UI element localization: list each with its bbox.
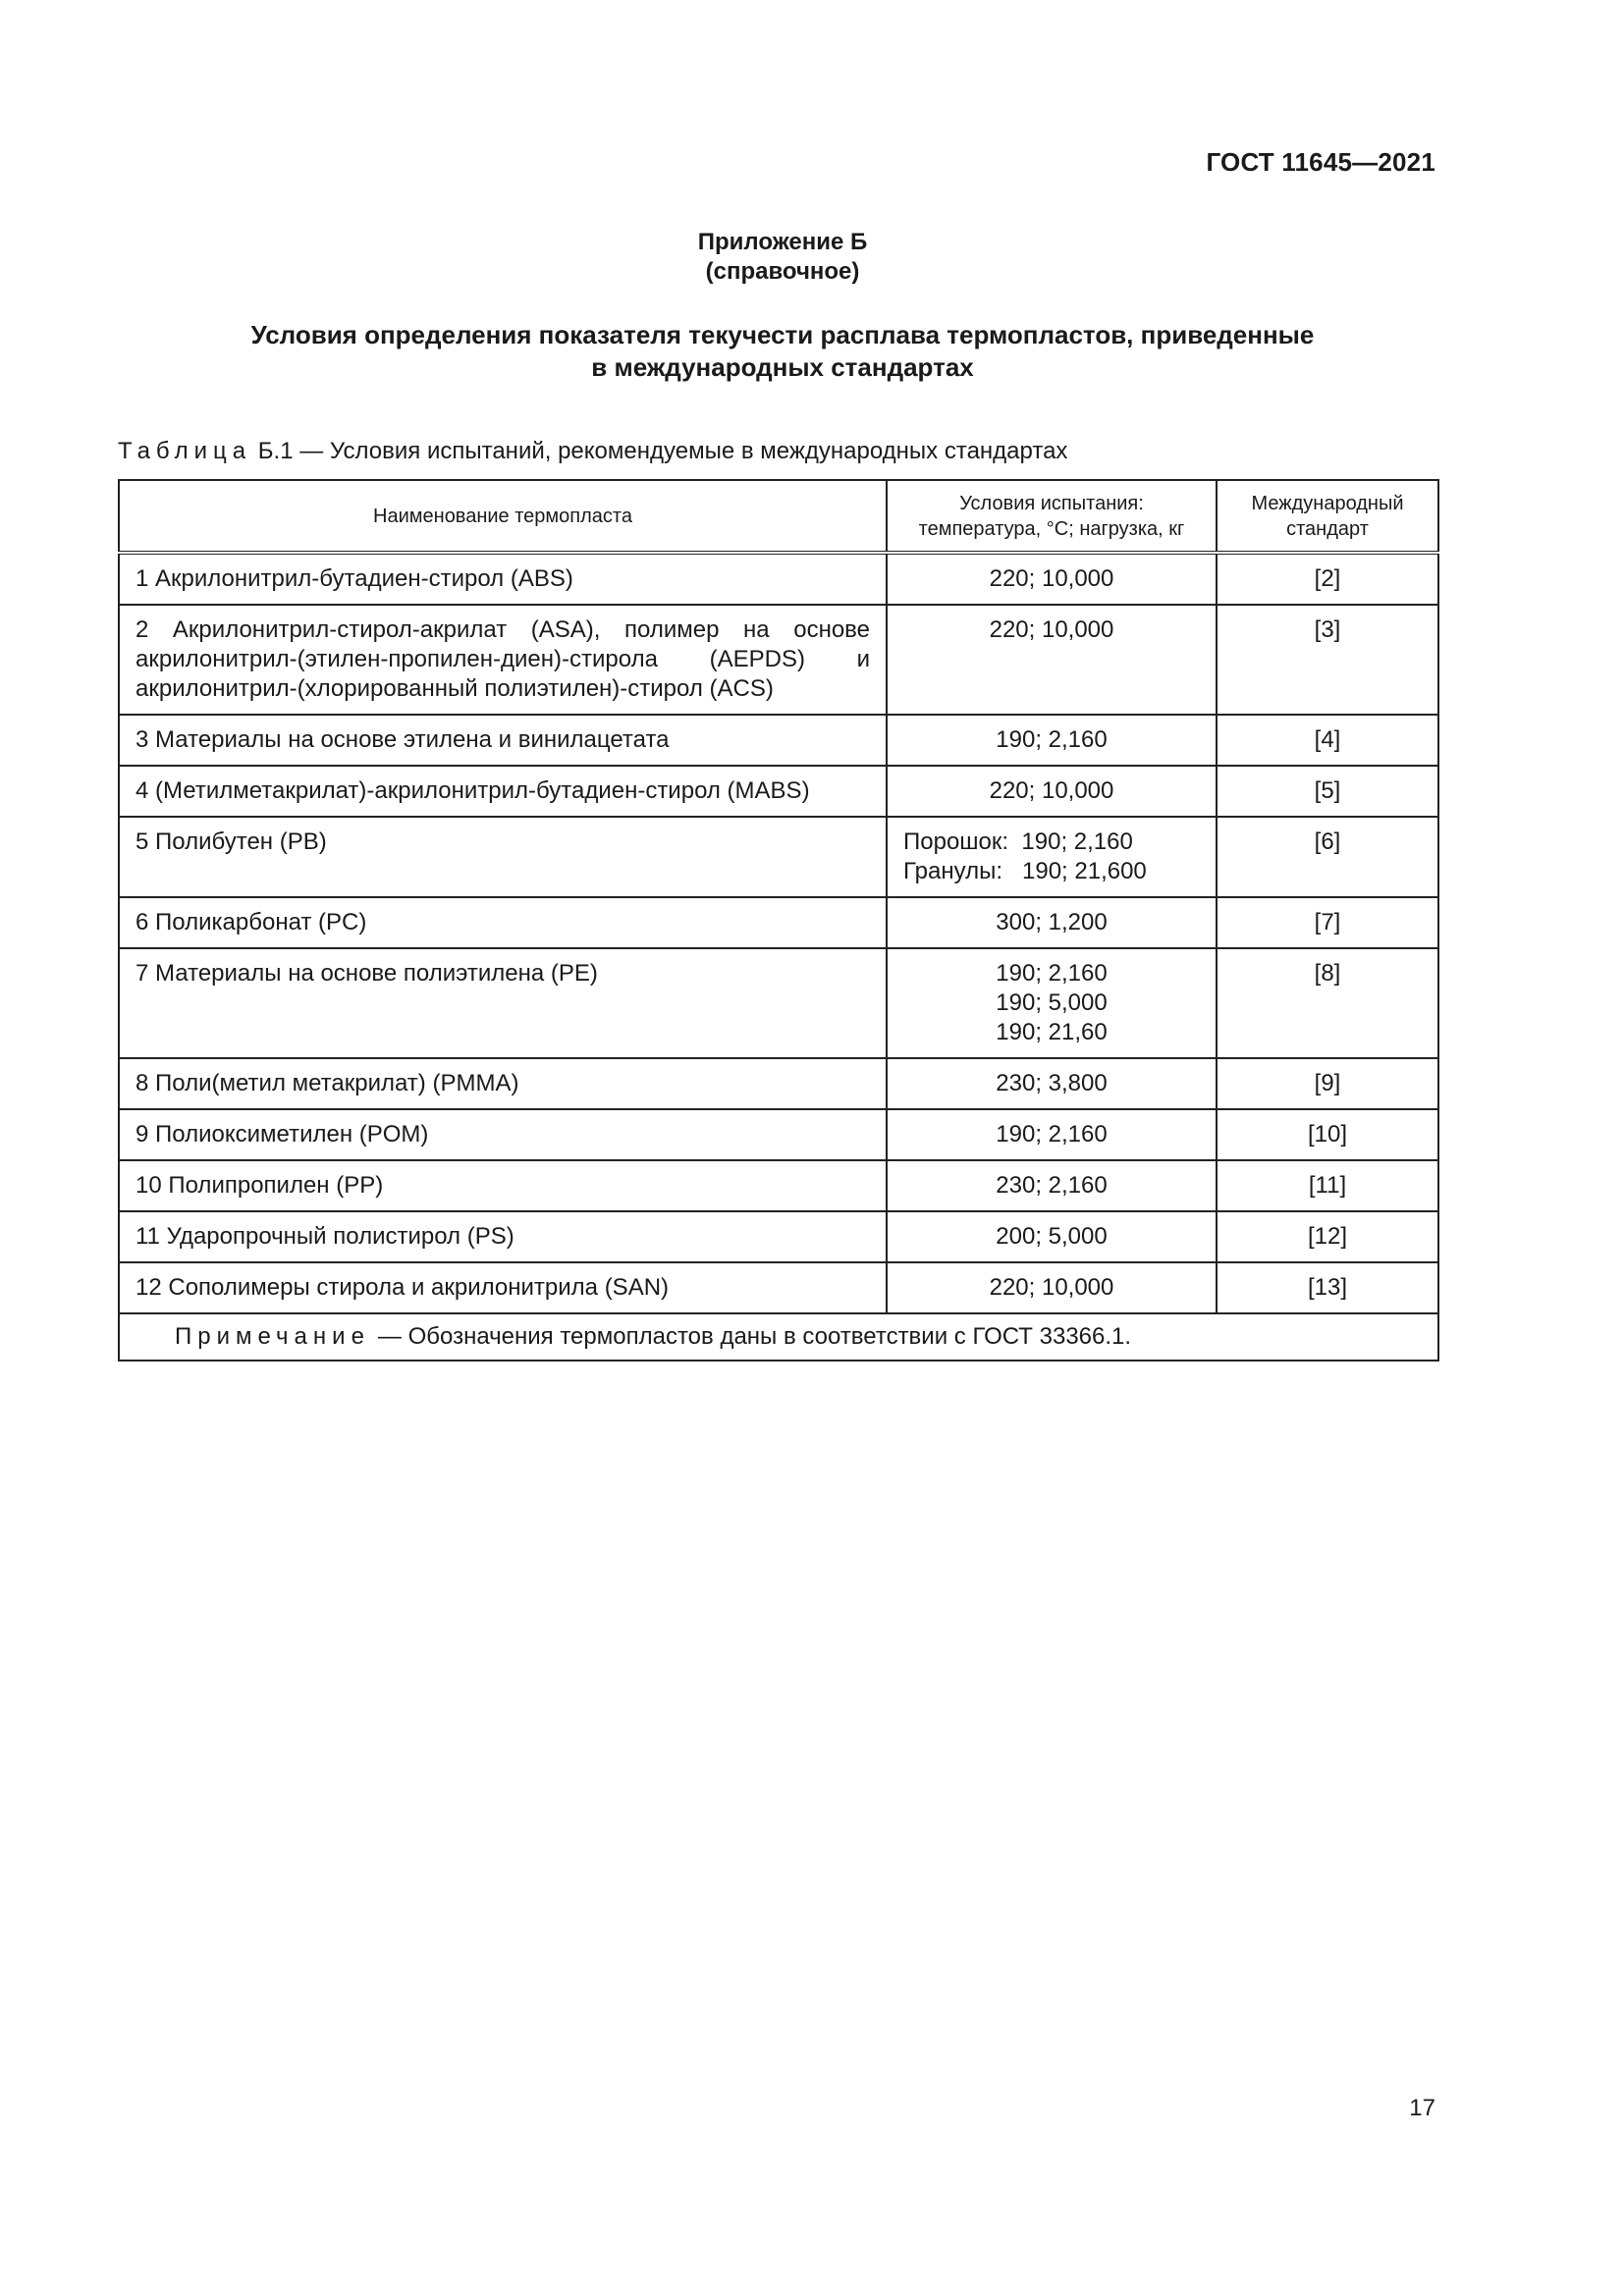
table-row — [119, 1109, 1438, 1160]
appendix-heading — [0, 228, 1565, 287]
table-row — [119, 715, 1438, 766]
condition-line: 190; 2,160 — [996, 960, 1108, 987]
cell-international-standard: [11] — [1217, 1160, 1438, 1211]
table-note-row — [119, 1313, 1438, 1361]
cell-thermoplastic-name: 1 Акрилонитрил-бутадиен-стирол (ABS) — [119, 553, 887, 605]
cell-international-standard: [9] — [1217, 1058, 1438, 1109]
condition-line: Гранулы: 190; 21,600 — [903, 858, 1147, 884]
table-row — [119, 553, 1438, 605]
table-row — [119, 1211, 1438, 1262]
condition-line: 190; 5,000 — [996, 989, 1108, 1016]
header-standard — [1217, 480, 1438, 553]
header-conditions-line-1: Условия испытания: — [959, 492, 1144, 514]
cell-test-conditions — [887, 1160, 1217, 1211]
condition-line: 220; 10,000 — [989, 565, 1114, 592]
section-title-line-1: Условия определения показателя текучести расплава термопластов, приведенные — [250, 320, 1315, 349]
table-row — [119, 897, 1438, 948]
header-standard-line-2: стандарт — [1286, 517, 1369, 540]
condition-line: 200; 5,000 — [996, 1223, 1108, 1250]
cell-international-standard: [2] — [1217, 553, 1438, 605]
note-label: Примечание — [175, 1323, 370, 1350]
cell-thermoplastic-name: 3 Материалы на основе этилена и винилацетата — [119, 715, 887, 766]
table-row — [119, 1160, 1438, 1211]
header-conditions-line-2: температура, °С; нагрузка, кг — [918, 517, 1185, 540]
table-row — [119, 766, 1438, 817]
section-title — [0, 319, 1565, 384]
cell-thermoplastic-name: 5 Полибутен (PB) — [119, 817, 887, 897]
cell-international-standard: [3] — [1217, 605, 1438, 715]
cell-international-standard: [4] — [1217, 715, 1438, 766]
cell-thermoplastic-name: 12 Сополимеры стирола и акрилонитрила (SAN) — [119, 1262, 887, 1313]
table-caption — [118, 438, 1067, 465]
cell-test-conditions — [887, 715, 1217, 766]
table-caption-label: Таблица — [118, 438, 252, 464]
cell-international-standard: [12] — [1217, 1211, 1438, 1262]
cell-test-conditions — [887, 605, 1217, 715]
cell-thermoplastic-name: 7 Материалы на основе полиэтилена (PE) — [119, 948, 887, 1058]
appendix-subtitle: (справочное) — [705, 258, 860, 285]
table-row — [119, 817, 1438, 897]
page-number: 17 — [1409, 2095, 1435, 2121]
appendix-title: Приложение Б — [697, 229, 868, 255]
condition-line: 230; 2,160 — [996, 1172, 1108, 1199]
cell-test-conditions — [887, 948, 1217, 1058]
cell-test-conditions — [887, 817, 1217, 897]
conditions-table — [118, 479, 1439, 1362]
cell-test-conditions — [887, 553, 1217, 605]
table-header-row — [119, 480, 1438, 553]
condition-line: Порошок: 190; 2,160 — [903, 828, 1133, 855]
section-title-line-2: в международных стандартах — [591, 352, 974, 382]
table-body — [119, 553, 1438, 1313]
condition-line: 190; 2,160 — [996, 1121, 1108, 1148]
cell-thermoplastic-name: 9 Полиоксиметилен (POM) — [119, 1109, 887, 1160]
condition-line: 190; 2,160 — [996, 726, 1108, 753]
condition-line: 220; 10,000 — [989, 777, 1114, 804]
cell-thermoplastic-name: 4 (Метилметакрилат)-акрилонитрил-бутадиен-стирол (MABS) — [119, 766, 887, 817]
cell-thermoplastic-name: 8 Поли(метил метакрилат) (PMMA) — [119, 1058, 887, 1109]
cell-international-standard: [7] — [1217, 897, 1438, 948]
cell-test-conditions — [887, 1211, 1217, 1262]
cell-test-conditions — [887, 1109, 1217, 1160]
condition-line: 220; 10,000 — [989, 1274, 1114, 1301]
header-conditions — [887, 480, 1217, 553]
note-text: — Обозначения термопластов даны в соответствии с ГОСТ 33366.1. — [377, 1323, 1132, 1350]
header-standard-line-1: Международный — [1251, 492, 1404, 514]
cell-international-standard: [6] — [1217, 817, 1438, 897]
cell-test-conditions — [887, 1058, 1217, 1109]
cell-thermoplastic-name: 10 Полипропилен (PP) — [119, 1160, 887, 1211]
condition-line: 190; 21,60 — [996, 1019, 1108, 1045]
condition-line: 300; 1,200 — [996, 909, 1108, 935]
cell-international-standard: [10] — [1217, 1109, 1438, 1160]
cell-international-standard: [5] — [1217, 766, 1438, 817]
condition-line: 220; 10,000 — [989, 616, 1114, 643]
table-note — [119, 1313, 1438, 1361]
condition-line: 230; 3,800 — [996, 1070, 1108, 1096]
table-row — [119, 948, 1438, 1058]
cell-thermoplastic-name: 11 Ударопрочный полистирол (PS) — [119, 1211, 887, 1262]
document-code: ГОСТ 11645—2021 — [1206, 147, 1435, 177]
cell-thermoplastic-name: 2 Акрилонитрил-стирол-акрилат (ASA), полимер на основе акрилонитрил-(этилен-пропилен-диен)-стирола (AEPDS) и акрилонитрил-(хлорированный полиэтилен)-стирол (ACS) — [119, 605, 887, 715]
cell-test-conditions — [887, 897, 1217, 948]
header-name-label: Наименование термопласта — [373, 505, 632, 527]
table-row — [119, 1262, 1438, 1313]
table-caption-text: Б.1 — Условия испытаний, рекомендуемые в международных стандартах — [251, 438, 1068, 464]
cell-test-conditions — [887, 766, 1217, 817]
table-row — [119, 1058, 1438, 1109]
cell-test-conditions — [887, 1262, 1217, 1313]
cell-international-standard: [8] — [1217, 948, 1438, 1058]
cell-international-standard: [13] — [1217, 1262, 1438, 1313]
header-name — [119, 480, 887, 553]
table-row — [119, 605, 1438, 715]
cell-thermoplastic-name: 6 Поликарбонат (PC) — [119, 897, 887, 948]
